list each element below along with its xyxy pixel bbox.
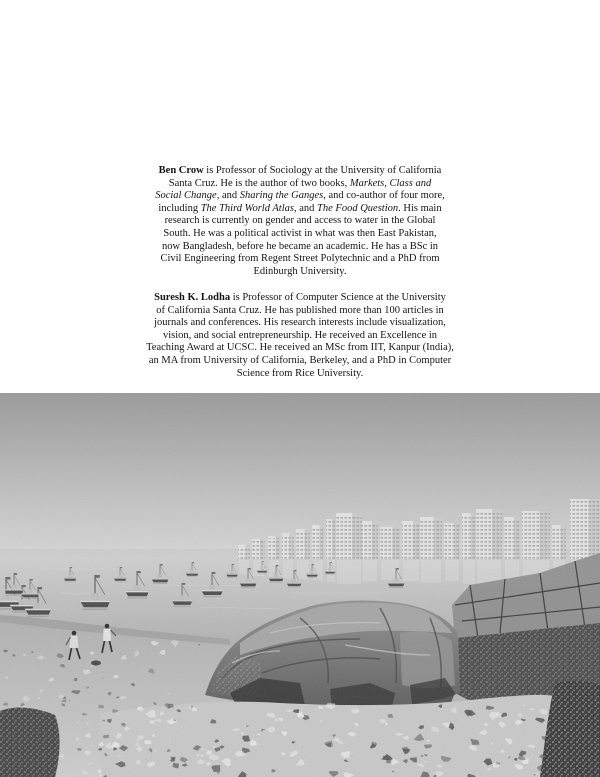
bio-text: including [158, 202, 201, 214]
photo-grain [0, 393, 600, 777]
bio-text: Civil Engineering from Regent Street Polytechnic and a PhD from [160, 253, 440, 265]
bio-line [0, 165, 600, 178]
bio-line [0, 253, 600, 266]
bio-text: , and [216, 190, 240, 202]
author-name: Suresh K. Lodha [154, 292, 231, 303]
bio-text: Edinburgh University. [253, 265, 347, 277]
bio-text: South. He was a political activist in what was then East Pakistan, [163, 227, 437, 239]
book-title: Social Change [155, 190, 217, 202]
bio-text: is Professor of Sociology at the University of California [203, 165, 442, 176]
bio-line [0, 330, 600, 343]
bio-text: Teaching Award at UCSC. He received an MSc from IIT, Kanpur (India), [146, 342, 454, 354]
bio-ben-crow [0, 165, 600, 278]
author-name: Ben Crow [158, 165, 204, 176]
bio-line [0, 292, 600, 305]
bio-line [0, 342, 600, 355]
bio-text: . His main [398, 202, 442, 214]
bio-line [0, 228, 600, 241]
bio-line [0, 203, 600, 216]
bio-line [0, 317, 600, 330]
bio-line [0, 368, 600, 381]
bio-line [0, 355, 600, 368]
bio-text: , and co-author of four more, [323, 190, 445, 202]
book-title: Sharing the Ganges [239, 190, 324, 202]
bio-text: research is currently on gender and access to water in the Global [164, 215, 436, 227]
harbor-slum-scene [0, 393, 600, 777]
bio-line [0, 241, 600, 254]
bio-line [0, 178, 600, 191]
bio-text: vision, and social entrepreneurship. He received an Excellence in [162, 329, 438, 341]
bio-text: of California Santa Cruz. He has published more than 100 articles in [156, 304, 444, 316]
bio-line [0, 266, 600, 279]
bio-line [0, 215, 600, 228]
bio-text: now Bangladesh, before he became an academic. He has a BSc in [161, 240, 439, 252]
cover-photo [0, 393, 600, 777]
bio-text: Science from Rice University. [236, 367, 364, 379]
book-title: Markets, Class and [349, 177, 432, 189]
bio-text: an MA from University of California, Berkeley, and a PhD in Computer [148, 354, 452, 366]
bio-text: Santa Cruz. He is the author of two books, [168, 177, 350, 189]
bio-text: , and [293, 202, 318, 214]
book-title: The Third World Atlas [200, 202, 294, 214]
bio-line [0, 190, 600, 203]
bio-text: journals and conferences. His research interests include visualization, [154, 317, 446, 329]
bio-text: is Professor of Computer Science at the University [230, 292, 446, 303]
book-title: The Food Question [317, 202, 399, 214]
bio-suresh-lodha [0, 292, 600, 380]
bio-line [0, 305, 600, 318]
